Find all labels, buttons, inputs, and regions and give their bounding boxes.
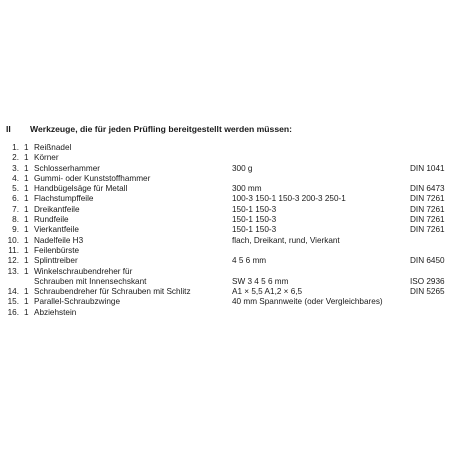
tool-row <box>0 215 458 225</box>
item-quantity: 1 <box>24 297 29 307</box>
item-quantity: 1 <box>24 194 29 204</box>
item-standard: DIN 1041 <box>410 163 445 173</box>
item-spec: A1 × 5,5 A1,2 × 6,5 <box>232 287 303 297</box>
item-name: Gummi- oder Kunststoffhammer <box>34 173 151 183</box>
section-heading <box>6 124 292 134</box>
tool-row <box>0 205 458 215</box>
tool-row <box>0 194 458 204</box>
item-name: Schraubendreher für Schrauben mit Schlitz <box>34 287 191 297</box>
item-name: Splinttreiber <box>34 256 78 266</box>
item-name: Abziehstein <box>34 307 77 317</box>
item-number: 9. <box>12 225 19 235</box>
item-name: Dreikantfeile <box>34 204 80 214</box>
item-quantity: 1 <box>24 287 29 297</box>
tool-row <box>0 236 458 246</box>
tool-row <box>0 246 458 256</box>
tool-row <box>0 143 458 153</box>
item-standard: DIN 7261 <box>410 194 445 204</box>
item-name: Vierkantfeile <box>34 225 79 235</box>
item-standard: DIN 6473 <box>410 184 445 194</box>
item-number: 2. <box>12 153 19 163</box>
tool-row <box>0 184 458 194</box>
item-spec: SW 3 4 5 6 mm <box>232 276 289 286</box>
item-quantity: 1 <box>24 143 29 152</box>
item-spec: 300 g <box>232 163 253 173</box>
tool-row <box>0 225 458 235</box>
item-number: 13. <box>7 266 19 276</box>
item-number: 16. <box>7 307 19 317</box>
item-number: 3. <box>12 163 19 173</box>
item-number: 11. <box>8 245 19 255</box>
item-spec: 300 mm <box>232 184 262 194</box>
item-spec: flach, Dreikant, rund, Vierkant <box>232 235 340 245</box>
tool-row <box>0 174 458 184</box>
item-name: Schlosserhammer <box>34 163 100 173</box>
item-number: 10. <box>7 235 19 245</box>
item-number: 14. <box>7 287 19 297</box>
item-name: Feilenbürste <box>34 245 80 255</box>
item-number: 12. <box>7 256 19 266</box>
tool-row <box>0 153 458 163</box>
item-number: 5. <box>12 184 19 194</box>
item-quantity: 1 <box>24 184 29 194</box>
item-standard: DIN 6450 <box>410 256 445 266</box>
item-quantity: 1 <box>24 163 29 173</box>
item-name: Flachstumpffeile <box>34 194 94 204</box>
item-standard: DIN 7261 <box>410 204 445 214</box>
item-number: 15. <box>7 297 19 307</box>
tool-row <box>0 256 458 266</box>
item-spec: 150-1 150-3 <box>232 204 277 214</box>
item-quantity: 1 <box>24 173 29 183</box>
item-name: Reißnadel <box>34 143 72 152</box>
item-quantity: 1 <box>24 153 29 163</box>
item-spec: 100-3 150-1 150-3 200-3 250-1 <box>232 194 346 204</box>
item-quantity: 1 <box>24 256 29 266</box>
item-quantity: 1 <box>24 235 29 245</box>
item-number: 6. <box>12 194 19 204</box>
section-numeral: II <box>6 124 11 134</box>
item-standard: DIN 7261 <box>410 225 445 235</box>
item-name: Nadelfeile H3 <box>34 235 84 245</box>
tool-row <box>0 287 458 297</box>
tool-list <box>0 143 458 318</box>
item-spec: 150-1 150-3 <box>232 215 277 225</box>
item-standard: ISO 2936 <box>410 276 445 286</box>
item-number: 1. <box>12 143 19 152</box>
item-number: 7. <box>12 204 19 214</box>
item-quantity: 1 <box>24 204 29 214</box>
item-name: Winkelschraubendreher für <box>34 266 133 276</box>
item-name: Parallel-Schraubzwinge <box>34 297 121 307</box>
tool-row <box>0 277 458 287</box>
tool-row <box>0 164 458 174</box>
tool-row <box>0 308 458 318</box>
item-name: Körner <box>34 153 59 163</box>
item-quantity: 1 <box>24 215 29 225</box>
item-standard: DIN 7261 <box>410 215 445 225</box>
item-spec: 4 5 6 mm <box>232 256 267 266</box>
item-name: Handbügelsäge für Metall <box>34 184 128 194</box>
item-name: Rundfeile <box>34 215 69 225</box>
item-number: 4. <box>12 173 19 183</box>
item-quantity: 1 <box>24 266 29 276</box>
tool-row <box>0 267 458 277</box>
item-quantity: 1 <box>24 245 29 255</box>
item-spec: 40 mm Spannweite (oder Vergleichbares) <box>232 297 383 307</box>
item-name: Schrauben mit Innensechskant <box>34 276 147 286</box>
item-standard: DIN 5265 <box>410 287 445 297</box>
tool-row <box>0 297 458 307</box>
item-quantity: 1 <box>24 225 29 235</box>
item-quantity: 1 <box>24 307 29 317</box>
item-number: 8. <box>12 215 19 225</box>
section-title: Werkzeuge, die für jeden Prüfling bereitgestellt werden müssen: <box>30 124 293 134</box>
item-spec: 150-1 150-3 <box>232 225 277 235</box>
